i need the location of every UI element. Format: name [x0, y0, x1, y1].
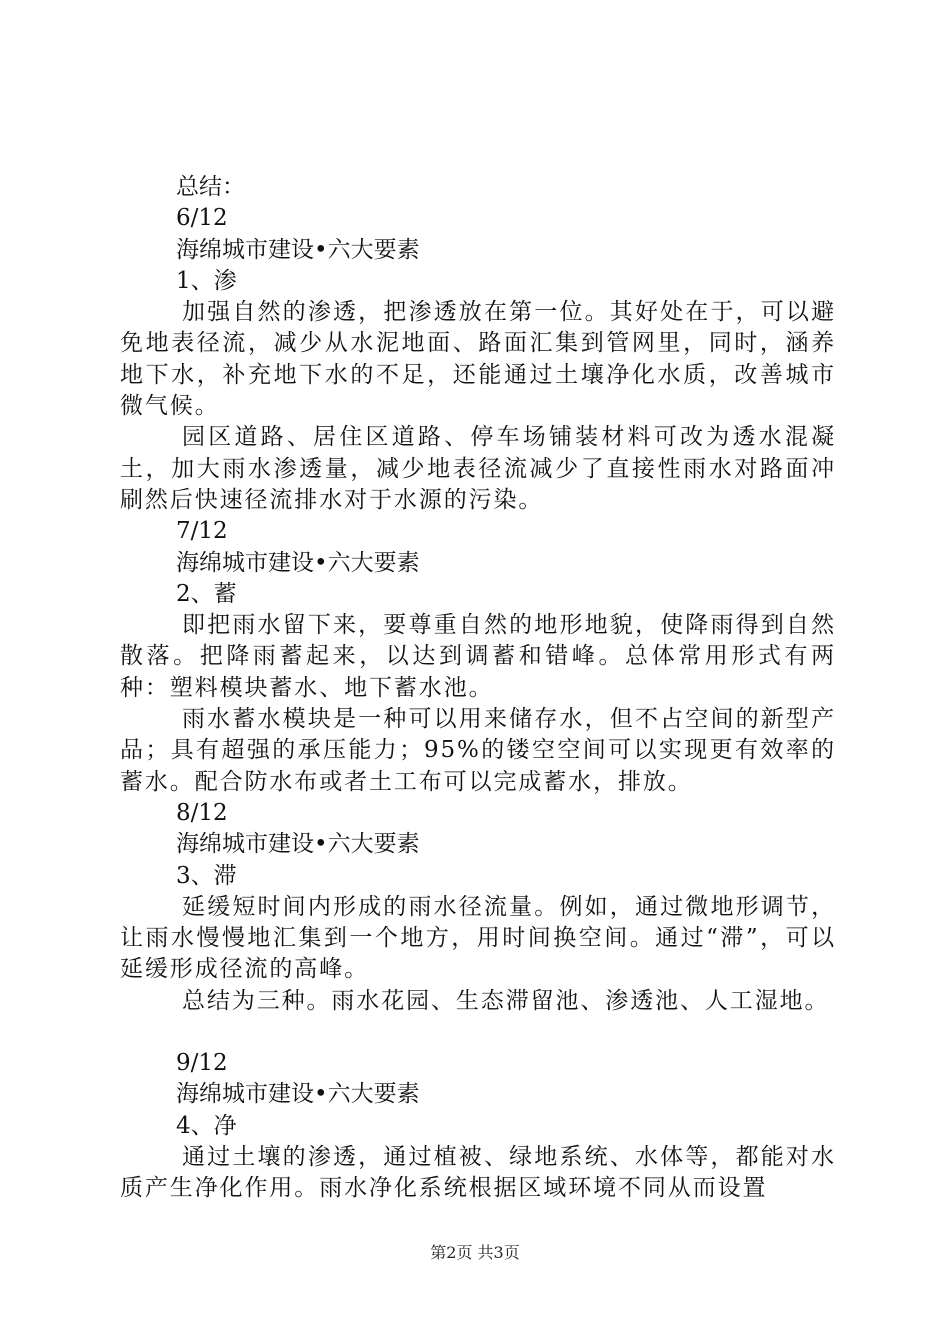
section-heading: 海绵城市建设•六大要素	[176, 236, 420, 263]
paragraph: 延缓短时间内形成的雨水径流量。例如，通过微地形调节，让雨水慢慢地汇集到一个地方，用时间换空间。通过“滞”，可以延缓形成径流的高峰。	[120, 893, 836, 983]
paragraph: 加强自然的渗透，把渗透放在第一位。其好处在于，可以避免地表径流，减少从水泥地面、路面汇集到管网里，同时，涵养地下水，补充地下水的不足，还能通过土壤净化水质，改善城市微气候。	[120, 299, 836, 420]
paragraph: 园区道路、居住区道路、停车场铺装材料可改为透水混凝土，加大雨水渗透量，减少地表径流减少了直接性雨水对路面冲刷然后快速径流排水对于水源的污染。	[120, 424, 836, 513]
slide-number: 9/12	[176, 1050, 228, 1077]
slide-number: 8/12	[176, 799, 228, 826]
element-title-retention: 3、滞	[176, 862, 237, 889]
element-title-storage: 2、蓄	[176, 580, 237, 607]
section-heading: 海绵城市建设•六大要素	[176, 831, 420, 858]
paragraph: 总结为三种。雨水花园、生态滞留池、渗透池、人工湿地。	[182, 987, 830, 1014]
document-body	[120, 172, 836, 1205]
blank-line	[120, 1017, 836, 1048]
slide-number: 6/12	[176, 205, 228, 232]
element-title-seepage: 1、渗	[176, 267, 237, 294]
slide-number: 7/12	[176, 518, 228, 545]
summary-label: 总结：	[176, 174, 245, 200]
paragraph: 雨水蓄水模块是一种可以用来储存水，但不占空间的新型产品；具有超强的承压能力；95%的镂空空间可以实现更有效率的蓄水。配合防水布或者土工布可以完成蓄水，排放。	[120, 706, 836, 795]
paragraph: 即把雨水留下来，要尊重自然的地形地貌，使降雨得到自然散落。把降雨蓄起来，以达到调蓄和错峰。总体常用形式有两种：塑料模块蓄水、地下蓄水池。	[120, 612, 836, 701]
paragraph: 通过土壤的渗透，通过植被、绿地系统、水体等，都能对水质产生净化作用。雨水净化系统根据区域环境不同从而设置	[120, 1143, 836, 1202]
element-title-purification: 4、净	[176, 1112, 237, 1139]
section-heading: 海绵城市建设•六大要素	[176, 1081, 420, 1108]
page-footer: 第2页 共3页	[430, 1243, 520, 1262]
section-heading: 海绵城市建设•六大要素	[176, 549, 420, 576]
